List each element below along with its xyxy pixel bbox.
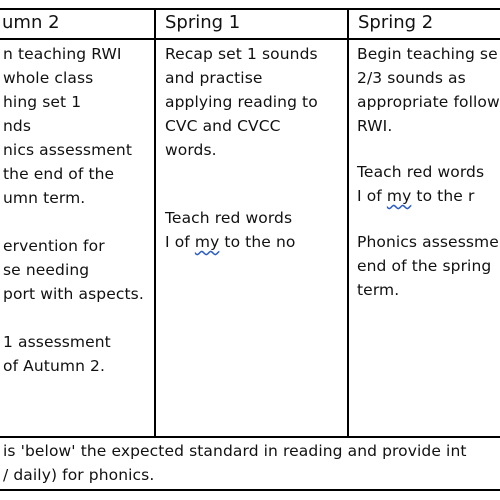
column-divider-2: [347, 8, 349, 438]
autumn-2-cell: [3, 42, 144, 378]
footer-text-line-1: is 'below' the expected standard in reading and provide int: [3, 442, 467, 460]
table-top-border: [0, 8, 500, 10]
spring-2-line: Begin teaching se: [357, 45, 498, 63]
autumn-2-line: 1 assessment: [3, 333, 111, 351]
table-bottom-border: [0, 489, 500, 491]
header-spring-2: Spring 2: [358, 12, 434, 33]
body-row-divider: [0, 436, 500, 438]
spring-2-red-words-list: [357, 184, 474, 208]
column-divider-1: [154, 8, 156, 438]
header-spring-1: Spring 1: [165, 12, 241, 33]
spring-1-red-words-list: [165, 230, 295, 254]
autumn-2-line: umn term.: [3, 189, 86, 207]
header-autumn-2: umn 2: [2, 12, 60, 33]
spring-1-cell: [165, 42, 318, 162]
autumn-2-line: n teaching RWI: [3, 45, 122, 63]
spring-2-red-words-title: Teach red words: [357, 163, 485, 181]
autumn-2-line: nics assessment: [3, 141, 133, 159]
autumn-2-line: ervention for: [3, 237, 105, 255]
spring-2-cell: [357, 42, 500, 138]
autumn-2-line: hing set 1: [3, 93, 82, 111]
autumn-2-line: of Autumn 2.: [3, 357, 106, 375]
autumn-2-line: se needing: [3, 261, 90, 279]
spring-1-red-words-title: Teach red words: [165, 209, 293, 227]
autumn-2-line: [3, 306, 144, 330]
spring-1-line: Recap set 1 sounds: [165, 45, 318, 63]
spring-2-line: appropriate follow: [357, 93, 500, 111]
header-row-divider: [0, 38, 500, 40]
autumn-2-line: nds: [3, 117, 32, 135]
footer-text-line-2: / daily) for phonics.: [3, 466, 155, 484]
spring-1-line: and practise: [165, 69, 263, 87]
spring-2-line: 2/3 sounds as: [357, 69, 466, 87]
spring-1-line: applying reading to: [165, 93, 318, 111]
red-words-suffix: to the r: [411, 187, 475, 205]
spellcheck-flagged-word: my: [194, 233, 220, 251]
spring-2-line: Phonics assessme: [357, 233, 499, 251]
spellcheck-flagged-word: my: [386, 187, 412, 205]
autumn-2-line: the end of the: [3, 165, 115, 183]
red-words-prefix: I of: [357, 187, 387, 205]
spring-1-line: words.: [165, 141, 217, 159]
spring-1-line: CVC and CVCC: [165, 117, 281, 135]
spring-2-line: end of the spring: [357, 257, 492, 275]
autumn-2-line: whole class: [3, 69, 94, 87]
autumn-2-line: [3, 210, 144, 234]
spring-2-line: term.: [357, 281, 400, 299]
spring-2-line: RWI.: [357, 117, 393, 135]
red-words-suffix: to the no: [219, 233, 296, 251]
spring-2-phonics-assessment: [357, 230, 499, 302]
autumn-2-line: port with aspects.: [3, 285, 144, 303]
red-words-prefix: I of: [165, 233, 195, 251]
